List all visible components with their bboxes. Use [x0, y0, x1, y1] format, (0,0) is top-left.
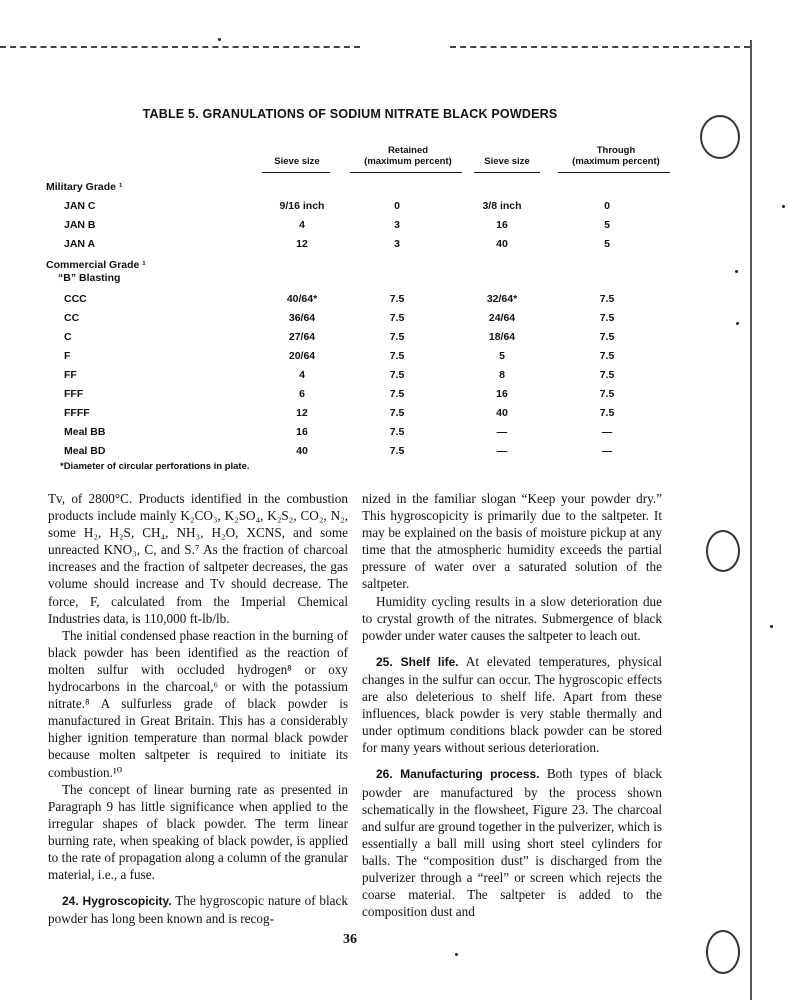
table-cell-sieve2: 5: [499, 350, 505, 362]
table-cell-sieve2: 32/64*: [486, 293, 518, 305]
table-row: [48, 197, 668, 216]
page-edge-line: [750, 40, 752, 1000]
table-row: [48, 385, 668, 404]
speck: [770, 625, 773, 628]
header-rule: [558, 172, 670, 173]
table-cell-sieve2: —: [496, 426, 508, 438]
speck: [736, 322, 739, 325]
paragraph: The concept of linear burning rate as presented in Paragraph 9 has little significance when applied to the irregular shapes of black powder. The term linear burning rate, when speaking of black powder, is applied to the rate of propagation along a column of the granular material, i.e., a fuse.: [48, 781, 348, 883]
table-cell-name: FFFF: [64, 407, 90, 419]
paragraph: 26. Manufacturing process. Both types of black powder are manufactured by the process shown schematically in the flowsheet, Figure 23. The charcoal and sulfur are ground together in the pulverizer, which is essentially a ball mill using short steel cylinders for balls. The “composition dust” is discharged from the pulverizer through a “reel” or screen which rejects the coarse material. The saltpeter is added to the composition dust and: [362, 766, 663, 920]
punch-hole-bottom: [706, 930, 740, 974]
table-cell-name: FF: [64, 369, 77, 381]
table-cell-sieve2: 8: [499, 369, 505, 381]
table-cell-through: 7.5: [599, 331, 615, 343]
section-heading: 26. Manufacturing process.: [376, 767, 540, 782]
table-cell-sieve1: 40: [296, 445, 308, 457]
table-cell-sieve1: 12: [296, 407, 308, 419]
top-dashed-rule: [0, 46, 360, 48]
right-column: [362, 490, 662, 920]
table-cell-name: F: [64, 350, 71, 362]
table-group-label: Military Grade ¹: [46, 181, 123, 193]
table-title: TABLE 5. GRANULATIONS OF SODIUM NITRATE BLACK POWDERS: [142, 107, 558, 121]
header-sieve-size-2: Sieve size: [484, 156, 530, 167]
table-cell-retained: 7.5: [389, 350, 405, 362]
paragraph: Humidity cycling results in a slow deterioration due to crystal growth of the nitrates. Submergence of black powder under water causes the saltpeter to leach out.: [362, 593, 662, 643]
table-cell-retained: 7.5: [389, 388, 405, 400]
table-cell-through: 7.5: [599, 293, 615, 305]
left-column: [48, 490, 348, 927]
top-dashed-rule-right: [450, 46, 750, 48]
granulation-table: [48, 178, 668, 461]
table-cell-name: JAN C: [64, 200, 96, 212]
table-cell-sieve1: 27/64: [288, 331, 316, 343]
header-through: Through (maximum percent): [572, 145, 660, 167]
table-cell-through: 7.5: [599, 369, 615, 381]
table-row: [48, 328, 668, 347]
paragraph: 25. Shelf life. At elevated temperatures, physical changes in the sulfur can occur. The hygroscopic effects are also deleterious to shelf life. Apart from these influences, black powder is very stable thermally and under optimum conditions black powder can be stored for many years without serious deterioration.: [362, 653, 663, 756]
table-cell-name: CCC: [64, 293, 87, 305]
table-cell-sieve2: 16: [496, 219, 508, 231]
table-cell-sieve2: —: [496, 445, 508, 457]
table-cell-sieve1: 16: [296, 426, 308, 438]
table-cell-sieve1: 9/16 inch: [279, 200, 325, 212]
page-number: 36: [343, 932, 357, 947]
table-cell-through: —: [601, 426, 613, 438]
table-row: [48, 235, 668, 254]
table-cell-name: Meal BD: [64, 445, 106, 457]
table-cell-sieve2: 24/64: [488, 312, 516, 324]
table-cell-retained: 7.5: [389, 369, 405, 381]
table-cell-sieve1: 4: [299, 369, 305, 381]
table-cell-sieve1: 20/64: [288, 350, 316, 362]
table-cell-retained: 0: [394, 200, 400, 212]
table-row: [48, 290, 668, 309]
table-row: [48, 442, 668, 461]
table-cell-retained: 7.5: [389, 331, 405, 343]
paragraph: Tv, of 2800°C. Products identified in the combustion products include mainly K₂CO₃, K₂SO₄, K₂S₂, CO₂, N₂, some H₂, H₂S, CH₄, NH₃, H₂O, XCNS, and some unreacted KNO₃, C, and S.⁷ As the fraction of charcoal increases and the fraction of saltpeter decreases, the gas volume should increase and Tv should decrease. The force, F, calculated from the Imperial Chemical Industries data, is 110,000 ft-lb/lb.: [48, 491, 348, 626]
table-cell-sieve2: 40: [496, 407, 508, 419]
paragraph: The initial condensed phase reaction in the burning of black powder has been identified as the reaction of molten sulfur with occluded hydrogen⁸ or oxy hydrocarbons in the charcoal,⁶ or with the potassium nitrate.⁸ A sulfurless grade of black powder is manufactured in Great Britain. This has a considerably higher ignition temperature than normal black powder because molten saltpeter is required to initiate its combustion.¹⁰: [48, 627, 348, 780]
table-footnote: *Diameter of circular perforations in plate.: [60, 461, 250, 472]
table-cell-sieve2: 18/64: [488, 331, 516, 343]
header-rule: [350, 172, 462, 173]
table-cell-through: 0: [604, 200, 610, 212]
table-cell-through: 7.5: [599, 312, 615, 324]
section-heading: 24. Hygroscopicity.: [62, 894, 172, 909]
table-cell-sieve2: 16: [496, 388, 508, 400]
table-cell-sieve1: 4: [299, 219, 305, 231]
table-cell-retained: 7.5: [389, 312, 405, 324]
table-cell-through: 7.5: [599, 388, 615, 400]
header-rule: [474, 172, 540, 173]
table-cell-sieve1: 12: [296, 238, 308, 250]
table-cell-name: CC: [64, 312, 80, 324]
header-rule: [262, 172, 330, 173]
header-sieve-size: Sieve size: [274, 156, 320, 167]
table-cell-retained: 7.5: [389, 445, 405, 457]
table-cell-through: 7.5: [599, 350, 615, 362]
table-cell-retained: 3: [394, 219, 400, 231]
table-cell-sieve1: 6: [299, 388, 305, 400]
table-cell-name: JAN A: [64, 238, 96, 250]
table-cell-name: FFF: [64, 388, 84, 400]
table-cell-retained: 7.5: [389, 293, 405, 305]
table-cell-retained: 7.5: [389, 407, 405, 419]
section-heading: 25. Shelf life.: [376, 654, 459, 669]
table-subgroup-label: “B” Blasting: [58, 272, 121, 284]
table-row: [48, 366, 668, 385]
punch-hole-middle: [706, 530, 740, 572]
speck: [782, 205, 785, 208]
table-cell-sieve2: 3/8 inch: [482, 200, 522, 212]
table-cell-through: 5: [604, 219, 610, 231]
punch-hole-top: [700, 115, 740, 159]
table-group-label: Commercial Grade ¹: [46, 259, 146, 271]
table-cell-sieve2: 40: [496, 238, 508, 250]
table-row: [48, 347, 668, 366]
table-cell-through: 7.5: [599, 407, 615, 419]
table-cell-retained: 3: [394, 238, 400, 250]
table-cell-through: 5: [604, 238, 610, 250]
table-cell-name: Meal BB: [64, 426, 106, 438]
table-row: [48, 404, 668, 423]
table-row: [48, 309, 668, 328]
speck: [455, 953, 458, 956]
table-row: [48, 423, 668, 442]
speck: [735, 270, 738, 273]
table-row: [48, 216, 668, 235]
paragraph: 24. Hygroscopicity. The hygroscopic nature of black powder has long been known and is recog-: [48, 893, 348, 927]
table-cell-retained: 7.5: [389, 426, 405, 438]
table-cell-sieve1: 40/64*: [286, 293, 318, 305]
header-retained: Retained (maximum percent): [364, 145, 452, 167]
table-cell-name: JAN B: [64, 219, 96, 231]
table-cell-sieve1: 36/64: [288, 312, 316, 324]
speck: [218, 38, 221, 41]
paragraph: nized in the familiar slogan “Keep your powder dry.” This hygroscopicity is primarily due to the saltpeter. It may be explained on the basis of moisture pickup at any time that the atmospheric humidity exceeds the partial pressure of water over a saturated solution of the saltpeter.: [362, 491, 662, 592]
table-cell-through: —: [601, 445, 613, 457]
table-cell-name: C: [64, 331, 72, 343]
